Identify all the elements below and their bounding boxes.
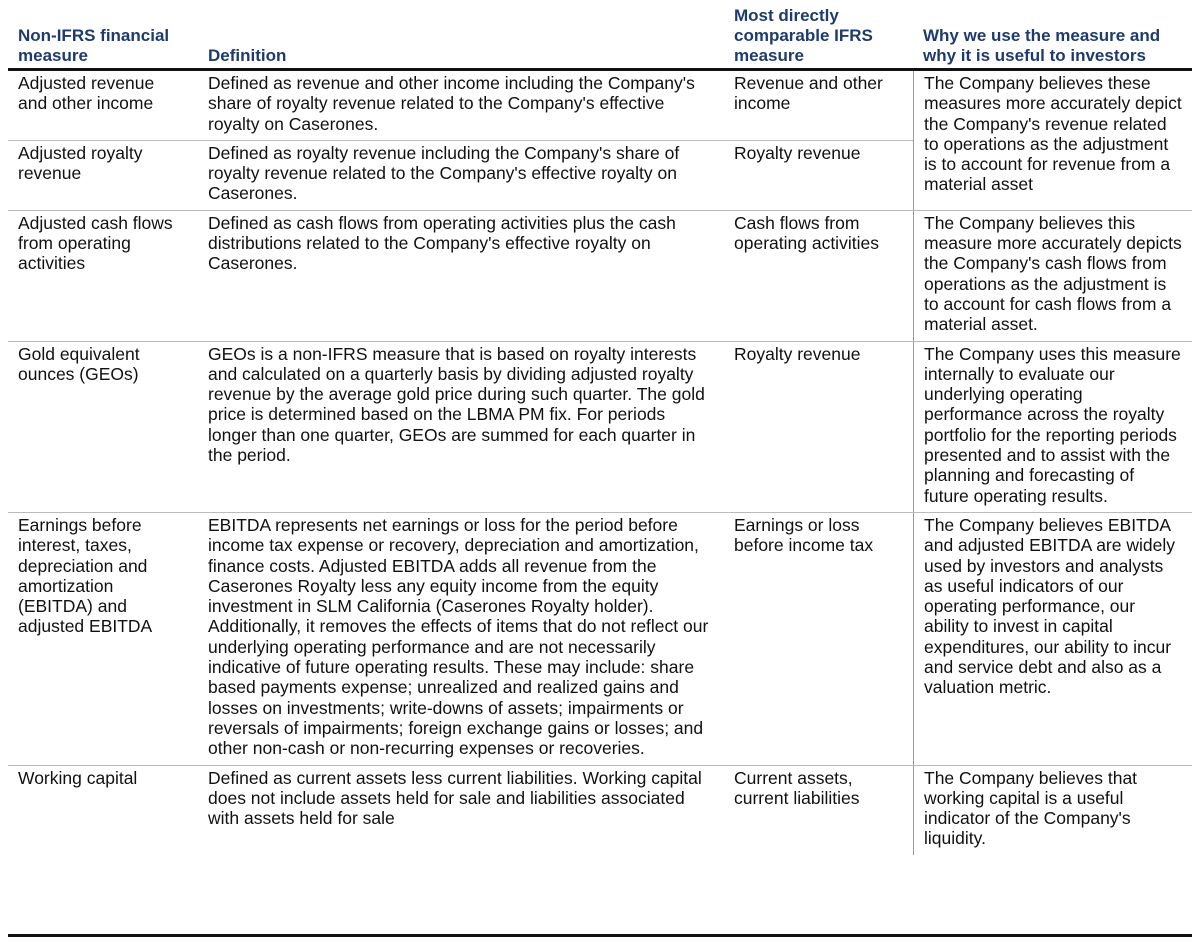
cell-measure: Working capital	[18, 767, 138, 788]
cell-measure: Gold equivalent ounces (GEOs)	[18, 343, 140, 384]
cell-why: The Company uses this measure internally to evaluate our underlying operating performance across the royalty portfolio for the reporting periods presented and to assist with the planning and forecasting of future operating results.	[913, 342, 1192, 512]
cell-measure: Adjusted cash flows from operating activities	[18, 212, 173, 274]
table-row	[8, 140, 913, 210]
cell-comparable: Royalty revenue	[734, 142, 861, 163]
cell-comparable: Cash flows from operating activities	[734, 212, 879, 254]
cell-why: The Company believes that working capital is a useful indicator of the Company's liquidity.	[913, 766, 1192, 855]
header-why-useful: Why we use the measure and why it is useful to investors	[923, 26, 1161, 65]
cell-definition: Defined as revenue and other income including the Company's share of royalty revenue related to the Company's effective royalty on Caserones.	[208, 73, 695, 134]
cell-definition: EBITDA represents net earnings or loss for the period before income tax expense or recovery, depreciation and amortization, finance costs. Adjusted EBITDA adds all revenue from the Caserones Royalty less any equity income from the equity investment in SLM California (Caserones Royalty holder). Additionally, it removes the effects of items that do not reflect our underlying operating performance and are not necessarily indicative of future operating results. These may include: share based payments expense; unrealized and realized gains and losses on investments; write-downs of assets; impairments or reversals of impairments; foreign exchange gains or losses; and other non-cash or non-recurring expenses or recoveries.	[208, 514, 709, 759]
cell-definition: GEOs is a non-IFRS measure that is based on royalty interests and calculated on a quarterly basis by dividing adjusted royalty revenue by the average gold price during such quarter. The gold price is determined based on the LBMA PM fix. For periods longer than one quarter, GEOs are summed for each quarter in the period.	[208, 343, 705, 466]
table-bottom-rule	[8, 934, 1192, 937]
cell-definition: Defined as current assets less current liabilities. Working capital does not include assets held for sale and liabilities associated with assets held for sale	[208, 767, 702, 829]
cell-definition: Defined as cash flows from operating activities plus the cash distributions related to the Company's effective royalty on Caserones.	[208, 212, 676, 274]
header-definition: Definition	[208, 46, 287, 65]
table-row	[8, 513, 1192, 766]
table-row	[8, 766, 1192, 855]
table-row	[8, 342, 1192, 513]
cell-why: The Company believes this measure more accurately depicts the Company's cash flows from operations as the adjustment is to account for cash flows from a material asset.	[913, 211, 1192, 341]
cell-why: The Company believes EBITDA and adjusted EBITDA are widely used by investors and analysts as useful indicators of our operating performance, our ability to invest in capital expenditures, our ability to incur and service debt and also as a valuation metric.	[913, 513, 1192, 765]
table-row	[8, 211, 1192, 342]
cell-comparable: Royalty revenue	[734, 343, 861, 364]
table-row	[8, 71, 913, 140]
cell-why-shared: The Company believes these measures more accurately depict the Company's revenue related to operations as the adjustment is to account for revenue from a material asset	[913, 71, 1192, 210]
cell-comparable: Earnings or loss before income tax	[734, 514, 874, 556]
cell-measure: Adjusted royalty revenue	[18, 142, 143, 184]
header-measure: Non-IFRS financial measure	[18, 26, 170, 65]
table-header	[8, 6, 1192, 71]
cell-comparable: Current assets, current liabilities	[734, 767, 860, 808]
cell-measure: Adjusted revenue and other income	[18, 73, 155, 114]
header-comparable-ifrs-measure: Most directly comparable IFRS measure	[734, 6, 873, 65]
cell-definition: Defined as royalty revenue including the Company's share of royalty revenue related to the Company's effective royalty on Caserones.	[208, 142, 680, 204]
cell-measure: Earnings before interest, taxes, depreciation and amortization (EBITDA) and adjusted EBITDA	[18, 514, 153, 637]
cell-comparable: Revenue and other income	[734, 73, 883, 114]
non-ifrs-measures-table	[8, 6, 1192, 855]
table-row-group-revenue	[8, 71, 1192, 211]
